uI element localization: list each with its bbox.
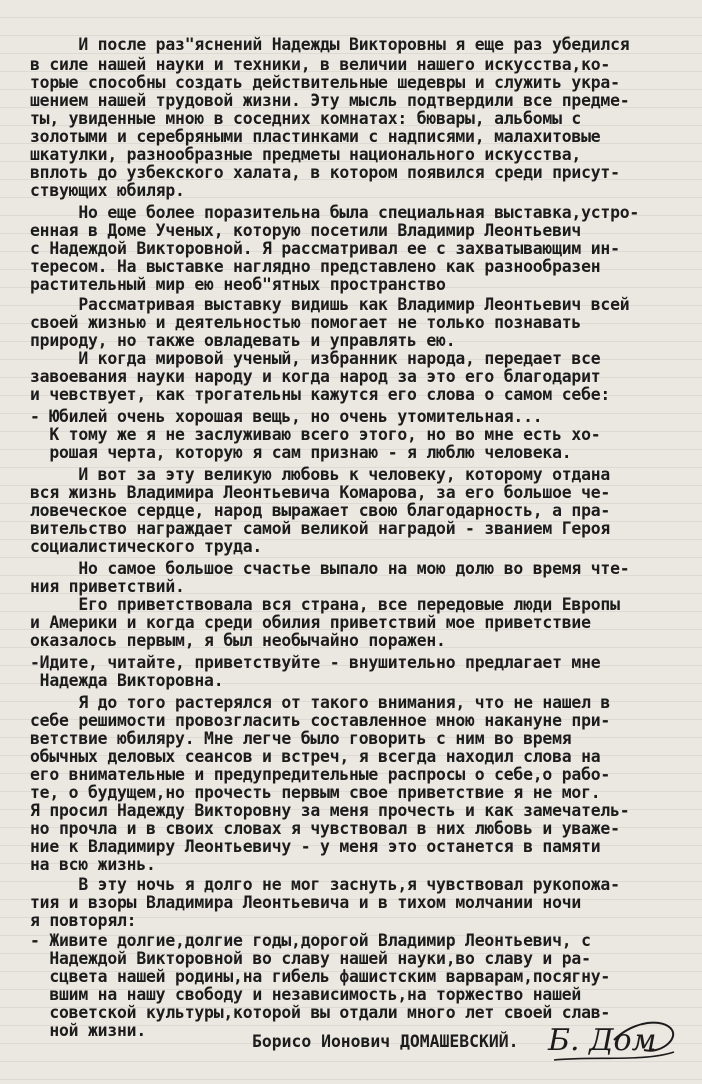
text-line: в силе нашей науки и техники, в величии нашего искусства,ко- xyxy=(30,55,611,74)
text-line: тия и взоры Владимира Леонтьевича и в тихом молчании ночи xyxy=(30,893,582,912)
text-line: золотыми и серебряными пластинками с надписями, малахитовые xyxy=(30,127,601,146)
text-line: - Юбилей очень хорошая вещь, но очень утомительная... xyxy=(30,407,543,426)
text-line: В эту ночь я долго не мог заснуть,я чувствовал рукопожа- xyxy=(30,875,620,894)
text-line: Рассматривая выставку видишь как Владимир Леонтьевич всей xyxy=(30,295,630,314)
text-line: Надежда Викторовна. xyxy=(30,671,224,690)
text-line: ловеческое сердце, народ выражает свою благодарность, а пра- xyxy=(30,501,611,520)
text-line: ние к Владимиру Леонтьевичу - у меня это останется в памяти xyxy=(30,837,601,856)
handwritten-signature xyxy=(544,1010,684,1070)
text-line: енная в Доме Ученых, которую посетили Владимир Леонтьевич xyxy=(30,221,582,240)
text-line: шкатулки, разнообразные предметы национального искусства, xyxy=(30,145,582,164)
text-line: Я до того растерялся от такого внимания, что не нашел в xyxy=(30,693,611,712)
text-line: природу, но также овладевать и управлять ею. xyxy=(30,331,456,350)
text-line: И вот за эту великую любовь к человеку, которому отдана xyxy=(30,465,611,484)
text-line: растительный мир ею необ"ятных пространство xyxy=(30,275,446,294)
text-line: сцвета нашей родины,на гибель фашистским варварам,посягну- xyxy=(30,967,611,986)
signature-script: Б. Дом xyxy=(548,1023,657,1058)
text-line: ветствие юбиляру. Мне легче было говорить с ним во время xyxy=(30,729,572,748)
text-line: себе решимости провозгласить составленное мною накануне при- xyxy=(30,711,611,730)
text-line: на всю жизнь. xyxy=(30,855,156,874)
text-line: вплоть до узбекского халата, в котором появился среди присут- xyxy=(30,163,620,182)
text-line: торые способны создать действительные шедевры и служить укра- xyxy=(30,73,620,92)
text-line: Я просил Надежду Викторовну за меня прочесть и как замечатель- xyxy=(30,801,630,820)
text-line: советской культуры,которой вы отдали много лет своей слав- xyxy=(30,1003,611,1022)
text-line: обычных деловых сеансов и встреч, я всегда находил слова на xyxy=(30,747,601,766)
text-line: вшим на нашу свободу и независимость,на торжество нашей xyxy=(30,985,582,1004)
text-line: и Америки и когда среди обилия приветствий мое приветствие xyxy=(30,613,591,632)
text-line: Но самое большое счастье выпало на мою долю во время чте- xyxy=(30,559,630,578)
text-line: с Надеждой Викторовной. Я рассматривал ее с захватывающим ин- xyxy=(30,239,620,258)
text-line: своей жизнью и деятельностью помогает не только познавать xyxy=(30,313,582,332)
text-line: оказалось первым, я был необычайно поражен. xyxy=(30,631,446,650)
text-line: ной жизни. xyxy=(30,1021,147,1040)
text-line: завоевания науки народу и когда народ за это его благодарит xyxy=(30,367,601,386)
text-line: но прочла и в своих словах я чувствовал в них любовь и уваже- xyxy=(30,819,620,838)
text-line: те, о будущем,но прочесть первым свое приветствие я не мог. xyxy=(30,783,601,802)
text-line: я повторял: xyxy=(30,911,137,930)
author-signature-name: Борисо Ионович ДОМАШЕВСКИЙ. xyxy=(252,1032,519,1051)
text-line: И после раз"яснений Надежды Викторовны я еще раз убедился xyxy=(30,35,630,54)
text-line: вительство награждает самой великой наградой - званием Героя xyxy=(30,519,611,538)
text-line: Но еще более поразительна была специальная выставка,устро- xyxy=(30,203,640,222)
text-line: тересом. На выставке наглядно представлено как разнообразен xyxy=(30,257,601,276)
text-line: рошая черта, которую я сам признаю - я люблю человека. xyxy=(30,443,572,462)
text-line: Надеждой Викторовной во славу нашей науки,во славу и ра- xyxy=(30,949,591,968)
text-line: социалистического труда. xyxy=(30,537,263,556)
text-line: -Идите, читайте, приветствуйте - внушительно предлагает мне xyxy=(30,653,601,672)
text-line: и чевствует, как трогательны кажутся его слова о самом себе: xyxy=(30,385,611,404)
text-line: шением нашей трудовой жизни. Эту мысль подтвердили все предме- xyxy=(30,91,630,110)
text-line: ствующих юбиляр. xyxy=(30,181,185,200)
text-line: - Живите долгие,долгие годы,дорогой Владимир Леонтьевич, с xyxy=(30,931,591,950)
text-line: вся жизнь Владимира Леонтьевича Комарова, за его большое че- xyxy=(30,483,611,502)
text-line: К тому же я не заслуживаю всего этого, но во мне есть хо- xyxy=(30,425,601,444)
text-line: Его приветствовала вся страна, все передовые люди Европы xyxy=(30,595,620,614)
text-line: его внимательные и предупредительные распросы о себе,о рабо- xyxy=(30,765,611,784)
text-line: ты, увиденные мною в соседних комнатах: бювары, альбомы с xyxy=(30,109,582,128)
text-line: ния приветствий. xyxy=(30,577,185,596)
text-line: И когда мировой ученый, избранник народа, передает все xyxy=(30,349,601,368)
